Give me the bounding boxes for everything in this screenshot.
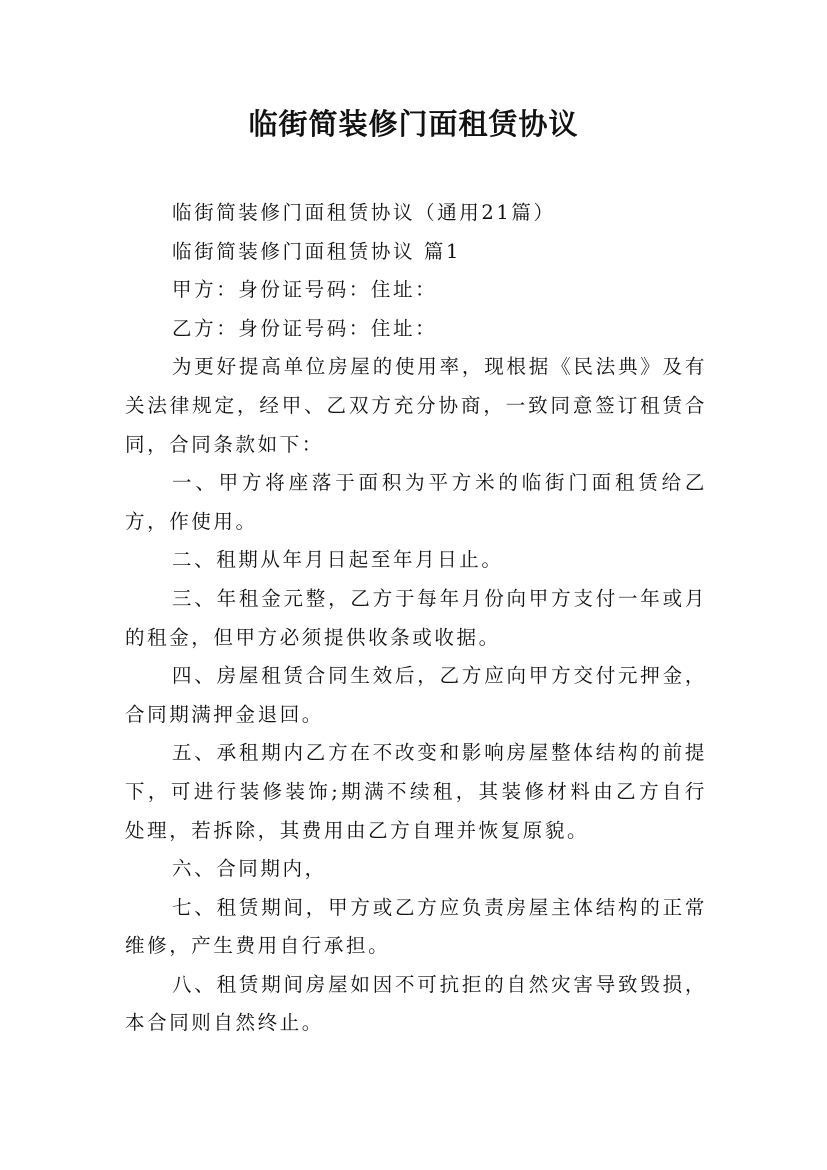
paragraph: 三、年租金元整，乙方于每年月份向甲方支付一年或月的租金，但甲方必须提供收条或收据。 — [125, 586, 707, 649]
paragraph: 为更好提高单位房屋的使用率，现根据《民法典》及有关法律规定，经甲、乙双方充分协商，一致同意签订租赁合同，合同条款如下： — [125, 355, 707, 456]
paragraph: 甲方：身份证号码：住址： — [172, 278, 438, 302]
paragraph: 五、承租期内乙方在不改变和影响房屋整体结构的前提下，可进行装修装饰;期满不续租，其装修材料由乙方自行处理，若拆除，其费用由乙方自理并恢复原貌。 — [125, 741, 707, 842]
paragraph: 七、租赁期间，甲方或乙方应负责房屋主体结构的正常维修，产生费用自行承担。 — [125, 895, 707, 958]
paragraph: 乙方：身份证号码：住址： — [172, 316, 438, 340]
paragraph: 二、租期从年月日起至年月日止。 — [172, 548, 504, 572]
paragraph: 四、房屋租赁合同生效后，乙方应向甲方交付元押金，合同期满押金退回。 — [125, 664, 707, 726]
paragraph: 一、甲方将座落于面积为平方米的临街门面租赁给乙方，作使用。 — [125, 471, 707, 533]
document-body — [125, 194, 707, 1043]
paragraph: 临街简装修门面租赁协议 篇1 — [172, 239, 462, 263]
paragraph: 临街简装修门面租赁协议（通用21篇） — [172, 201, 556, 224]
document-title: 临街简装修门面租赁协议 — [248, 107, 579, 141]
paragraph: 六、合同期内， — [172, 857, 327, 881]
paragraph: 八、租赁期间房屋如因不可抗拒的自然灾害导致毁损，本合同则自然终止。 — [125, 972, 707, 1035]
